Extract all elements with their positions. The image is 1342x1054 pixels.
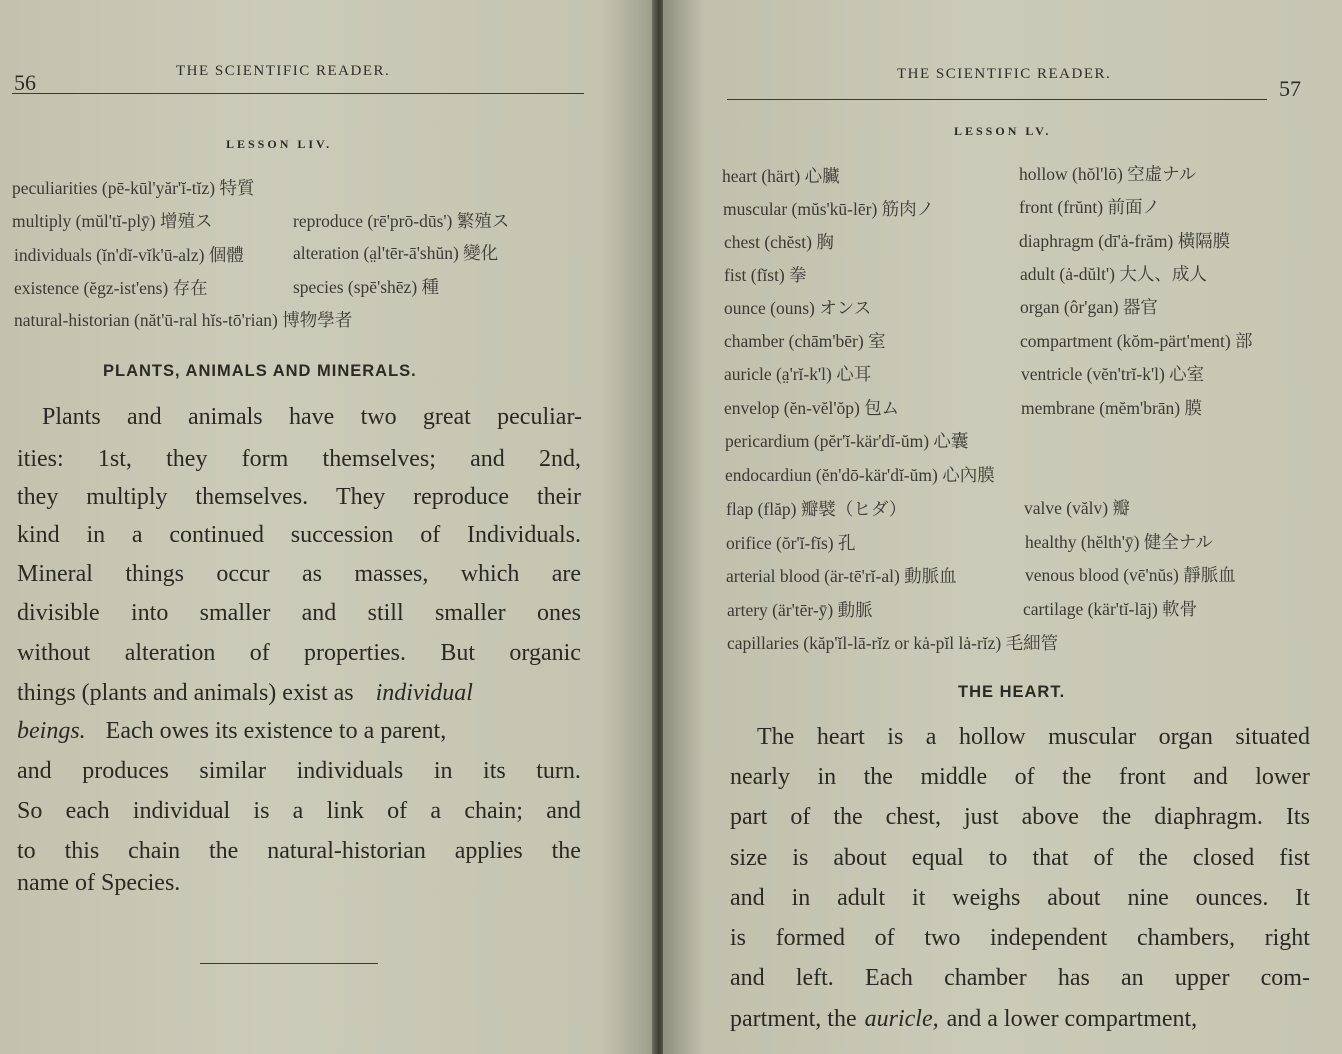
word: this: [64, 838, 100, 864]
word: nine: [1127, 885, 1169, 911]
word: smaller: [434, 600, 506, 626]
paragraph-line: [730, 845, 1310, 872]
word: and: [17, 758, 52, 784]
running-head: THE SCIENTIFIC READER.: [176, 63, 391, 79]
vocab-entry: chest (chĕst) 胸: [724, 232, 834, 252]
vocab-entry: cartilage (kär'tĭ-lāj) 軟骨: [1023, 599, 1198, 619]
word: and: [470, 446, 505, 472]
header-rule: [12, 93, 584, 94]
vocab-entry: endocardiun (ĕn'dō-kär'dĭ-ŭm) 心內膜: [725, 465, 995, 485]
word: in: [433, 758, 453, 784]
word: and: [730, 885, 765, 911]
word: multiply: [86, 484, 168, 510]
section-title: THE HEART.: [958, 683, 1066, 701]
word: adult: [837, 885, 886, 911]
paragraph-line: [730, 1006, 1310, 1033]
word: its: [483, 758, 506, 784]
paragraph-text: Each owes its existence to a parent,: [105, 718, 447, 744]
word: individuals: [296, 758, 404, 784]
section-title: PLANTS, ANIMALS AND MINERALS.: [103, 362, 417, 380]
italic-term: beings.: [17, 718, 86, 744]
paragraph-line: [17, 838, 581, 865]
word: animals: [187, 404, 263, 430]
vocab-entry: peculiarities (pē-kūl'yăr'ĭ-tĭz) 特質: [12, 178, 255, 198]
word: equal: [911, 845, 964, 871]
vocab-entry: species (spē'shēz) 種: [293, 277, 440, 297]
paragraph-line: [17, 522, 581, 549]
word: they: [17, 484, 59, 510]
word: But: [440, 640, 476, 666]
italic-term: auricle,: [864, 1006, 939, 1032]
paragraph-line: [730, 764, 1310, 791]
running-head: THE SCIENTIFIC READER.: [897, 66, 1112, 82]
word: to: [17, 838, 36, 864]
paragraph-text: things (plants and animals) exist as: [17, 680, 354, 706]
paragraph-line: [17, 446, 581, 473]
paragraph-line: [730, 804, 1310, 831]
word: fist: [1279, 845, 1310, 871]
word: two: [924, 925, 961, 951]
word: Plants: [42, 404, 101, 430]
word: they: [166, 446, 208, 472]
word: two: [360, 404, 397, 430]
word: closed: [1192, 845, 1255, 871]
word: their: [536, 484, 581, 510]
word: form: [241, 446, 289, 472]
word: a: [925, 724, 937, 750]
vocab-entry: valve (vălv) 瓣: [1024, 498, 1130, 518]
word: without: [17, 640, 91, 666]
paragraph-line: [757, 724, 1310, 751]
word: and: [546, 798, 581, 824]
word: formed: [775, 925, 845, 951]
word: So: [17, 798, 43, 824]
word: peculiar-: [497, 404, 582, 430]
word: chain;: [464, 798, 523, 824]
word: is: [730, 925, 747, 951]
word: of: [1014, 764, 1035, 790]
vocab-entry: capillaries (kăp'ĭl-lā-rĭz or kȧ-pĭl lȧ-rĭz) 毛細管: [727, 633, 1059, 653]
word: the: [209, 838, 239, 864]
vocab-entry: heart (härt) 心臟: [722, 166, 840, 186]
word: the: [1138, 845, 1168, 871]
word: applies: [454, 838, 523, 864]
word: chamber: [944, 965, 1027, 991]
paragraph-line: [17, 680, 581, 707]
word: 1st,: [97, 446, 132, 472]
word: in: [86, 522, 106, 548]
word: organic: [509, 640, 581, 666]
word: hollow: [958, 724, 1026, 750]
word: in: [817, 764, 837, 790]
word: turn.: [536, 758, 581, 784]
word: situated: [1235, 724, 1310, 750]
word: weighs: [952, 885, 1021, 911]
word: The: [757, 724, 795, 750]
vocab-entry: diaphragm (dī'ȧ-frăm) 橫隔膜: [1019, 231, 1231, 251]
vocab-entry: ounce (ouns) オンス: [724, 298, 872, 318]
word: similar: [199, 758, 267, 784]
paragraph-line: [17, 798, 581, 825]
word: which: [460, 561, 520, 587]
vocab-entry: adult (ȧ-dŭlt') 大人、成人: [1020, 264, 1207, 284]
vocab-entry: flap (flăp) 瓣襞（ヒダ）: [726, 499, 907, 519]
word: about: [833, 845, 887, 871]
word: nearly: [730, 764, 790, 790]
word: a: [131, 522, 143, 548]
word: as: [302, 561, 322, 587]
word: Mineral: [17, 561, 93, 587]
word: the: [1101, 804, 1132, 830]
vocab-entry: chamber (chām'bēr) 室: [724, 331, 886, 351]
vocab-entry: orifice (ŏr'ĭ-fĭs) 孔: [726, 533, 856, 553]
page-number: 57: [1279, 76, 1301, 101]
paragraph-line: [730, 885, 1310, 912]
word: ounces.: [1195, 885, 1269, 911]
word: kind: [17, 522, 60, 548]
word: chest,: [885, 804, 941, 830]
word: of: [874, 925, 895, 951]
paragraph-line: [17, 600, 581, 627]
word: things: [125, 561, 185, 587]
word: great: [422, 404, 471, 430]
vocab-entry: individuals (ĭn'dĭ-vĭk'ū-alz) 個體: [14, 245, 244, 265]
word: of: [249, 640, 270, 666]
vocab-entry: envelop (ĕn-vĕl'ŏp) 包ム: [724, 398, 900, 418]
word: are: [551, 561, 581, 587]
word: properties.: [304, 640, 407, 666]
word: a: [292, 798, 304, 824]
word: each: [65, 798, 110, 824]
vocab-entry: alteration (a̤l'tēr-ā'shŭn) 變化: [293, 243, 499, 263]
end-rule: [200, 963, 378, 964]
word: chain: [128, 838, 181, 864]
word: an: [1121, 965, 1144, 991]
word: just: [963, 804, 999, 830]
word: They: [335, 484, 386, 510]
vocab-entry: membrane (mĕm'brān) 膜: [1021, 398, 1202, 418]
vocab-entry: artery (är'tēr-ȳ) 動脈: [727, 600, 873, 620]
word: front: [1118, 764, 1166, 790]
word: and: [301, 600, 337, 626]
paragraph-line: [730, 925, 1310, 952]
word: individual: [132, 798, 231, 824]
word: produces: [82, 758, 169, 784]
word: is: [253, 798, 270, 824]
word: diaphragm.: [1154, 804, 1263, 830]
word: occur: [216, 561, 270, 587]
paragraph-line: [730, 965, 1310, 992]
word: have: [288, 404, 335, 430]
word: Each: [864, 965, 913, 991]
word: and: [1193, 764, 1228, 790]
word: is: [887, 724, 904, 750]
word: above: [1021, 804, 1079, 830]
word: natural-historian: [267, 838, 426, 864]
word: the: [833, 804, 863, 830]
word: and: [730, 965, 765, 991]
vocab-entry: arterial blood (är-tē'rĭ-al) 動脈血: [726, 566, 957, 586]
word: a: [430, 798, 442, 824]
paragraph-text: partment, the: [730, 1006, 857, 1032]
vocab-entry: natural-historian (năt'ū-ral hĭs-tō'rian) 博物學者: [14, 310, 353, 330]
paragraph-line: [17, 758, 581, 785]
header-rule: [727, 99, 1267, 100]
vocab-entry: healthy (hĕlth'ȳ) 健全ナル: [1025, 532, 1213, 552]
word: com-: [1260, 965, 1310, 991]
page-number: 56: [14, 70, 36, 95]
word: heart: [816, 724, 865, 750]
vocab-entry: fist (fĭst) 拳: [724, 265, 807, 285]
right-page: [663, 0, 1342, 1054]
paragraph-line: [17, 484, 581, 511]
word: divisible: [17, 600, 100, 626]
italic-term: individual: [375, 680, 473, 706]
word: organ: [1158, 724, 1213, 750]
word: reproduce: [413, 484, 510, 510]
word: the: [551, 838, 581, 864]
paragraph-line: [17, 718, 581, 745]
word: ones: [536, 600, 581, 626]
vocab-entry: hollow (hŏl'lō) 空虛ナル: [1019, 164, 1197, 184]
left-page: [0, 0, 655, 1054]
paragraph-line: name of Species.: [17, 870, 181, 896]
word: still: [367, 600, 404, 626]
word: left.: [795, 965, 834, 991]
word: the: [863, 764, 893, 790]
vocab-entry: auricle (a̤'rĭ-k'l) 心耳: [724, 364, 872, 384]
word: size: [730, 845, 768, 871]
vocab-entry: existence (ĕgz-ist'ens) 存在: [14, 278, 208, 298]
word: of: [387, 798, 408, 824]
word: and: [127, 404, 162, 430]
word: middle: [920, 764, 988, 790]
vocab-entry: muscular (mŭs'kū-lēr) 筋肉ノ: [723, 199, 935, 219]
word: in: [791, 885, 811, 911]
word: right: [1264, 925, 1310, 951]
word: themselves;: [322, 446, 436, 472]
vocab-entry: compartment (kŏm-pärt'ment) 部: [1020, 331, 1253, 351]
word: alteration: [124, 640, 216, 666]
word: masses,: [354, 561, 429, 587]
word: the: [1062, 764, 1092, 790]
word: chambers,: [1136, 925, 1235, 951]
vocab-entry: pericardium (pĕr'ĭ-kär'dĭ-ŭm) 心囊: [725, 431, 969, 451]
word: muscular: [1048, 724, 1137, 750]
word: it: [912, 885, 926, 911]
vocab-entry: ventricle (vĕn'trĭ-k'l) 心室: [1021, 364, 1205, 384]
word: Its: [1285, 804, 1310, 830]
word: to: [988, 845, 1008, 871]
word: of: [420, 522, 441, 548]
word: themselves.: [195, 484, 309, 510]
word: independent: [990, 925, 1108, 951]
word: of: [790, 804, 811, 830]
word: Individuals.: [466, 522, 581, 548]
word: smaller: [199, 600, 271, 626]
vocab-entry: front (frŭnt) 前面ノ: [1019, 197, 1160, 217]
word: It: [1295, 885, 1310, 911]
vocab-entry: reproduce (rē'prō-dūs') 繁殖ス: [293, 211, 510, 231]
word: that: [1032, 845, 1069, 871]
vocab-entry: organ (ôr'gan) 器官: [1020, 297, 1158, 317]
paragraph-line: [17, 561, 581, 588]
vocab-entry: venous blood (vē'nŭs) 靜脈血: [1025, 565, 1236, 585]
word: upper: [1174, 965, 1230, 991]
vocab-entry: multiply (mŭl'tĭ-plȳ) 增殖ス: [12, 211, 213, 231]
word: link: [326, 798, 364, 824]
word: is: [792, 845, 809, 871]
paragraph-line: [42, 404, 582, 431]
word: about: [1047, 885, 1101, 911]
lesson-title: LESSON LIV.: [226, 137, 333, 151]
word: of: [1093, 845, 1114, 871]
word: ities:: [17, 446, 64, 472]
word: continued: [169, 522, 264, 548]
word: part: [730, 804, 768, 830]
paragraph-line: [17, 640, 581, 667]
word: has: [1057, 965, 1090, 991]
word: lower: [1255, 764, 1310, 790]
lesson-title: LESSON LV.: [954, 124, 1052, 138]
word: succession: [290, 522, 394, 548]
word: 2nd,: [538, 446, 581, 472]
paragraph-text: and a lower compartment,: [946, 1006, 1198, 1032]
word: into: [131, 600, 169, 626]
